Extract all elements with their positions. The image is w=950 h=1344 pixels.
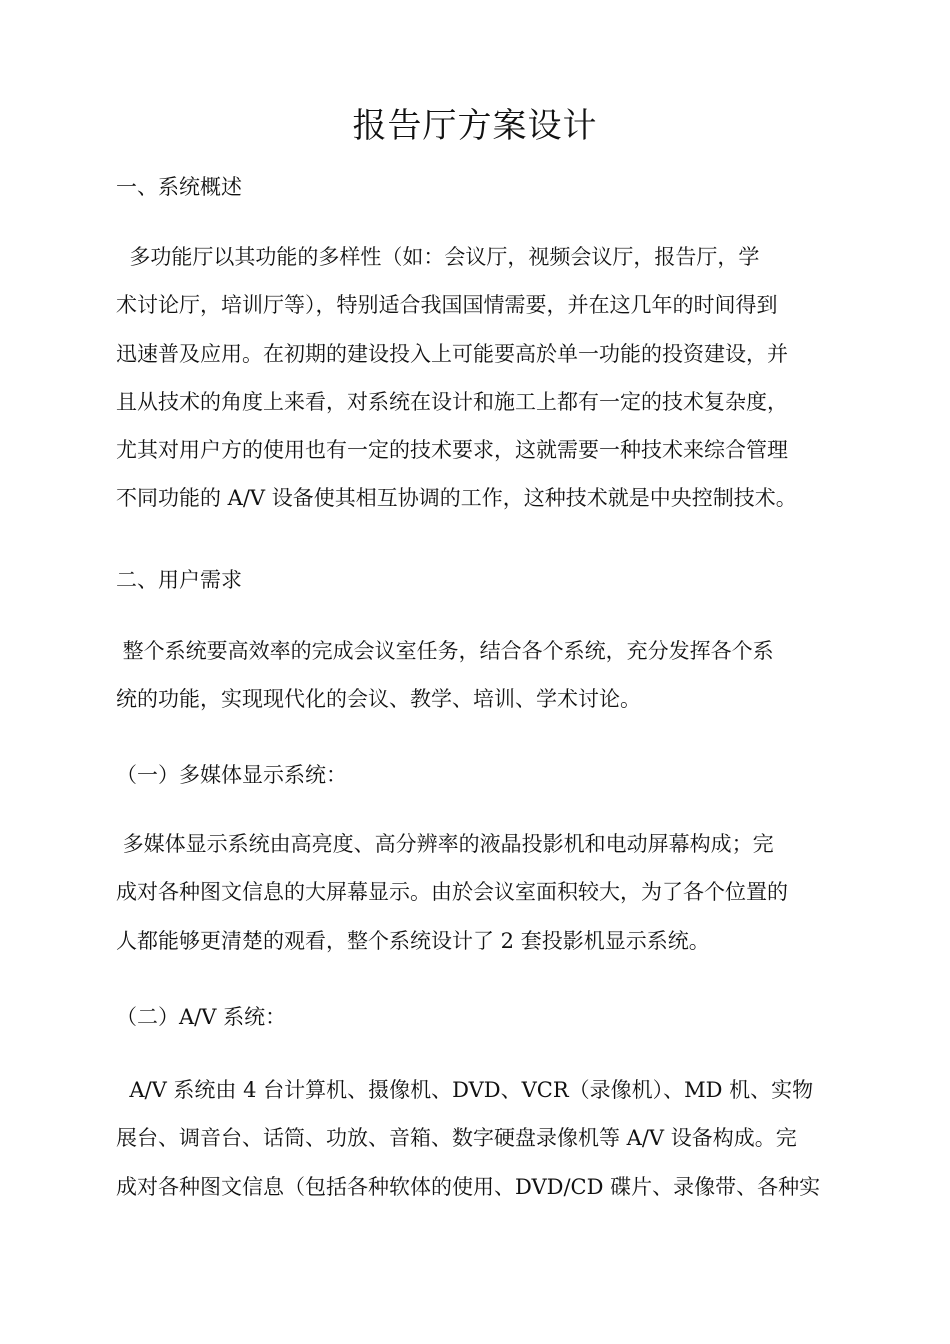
paragraph-av-system: [116, 1066, 836, 1211]
paragraph-line: 不同功能的 A/V 设备使其相互协调的工作，这种技术就是中央控制技术。: [116, 486, 797, 511]
paragraph-line: 成对各种图文信息（包括各种软体的使用、DVD/CD 碟片、录像带、各种实: [116, 1174, 821, 1199]
paragraph-line: 尤其对用户方的使用也有一定的技术要求，这就需要一种技术来综合管理: [116, 438, 788, 463]
paragraph-line: 成对各种图文信息的大屏幕显示。由於会议室面积较大，为了各个位置的: [116, 880, 788, 905]
paragraph-line: 统的功能，实现现代化的会议、教学、培训、学术讨论。: [116, 687, 641, 712]
section-heading-av-system: （二）A/V 系统：: [116, 1005, 287, 1029]
paragraph-multimedia-display: [116, 820, 836, 965]
section-heading-multimedia-display: （一）多媒体显示系统：: [116, 763, 347, 787]
paragraph-line: 多功能厅以其功能的多样性（如：会议厅，视频会议厅，报告厅，学: [116, 245, 760, 269]
paragraph-line: 人都能够更清楚的观看，整个系统设计了 2 套投影机显示系统。: [116, 928, 710, 953]
paragraph-requirements: [116, 627, 836, 724]
section-heading-requirements: 二、用户需求: [116, 568, 242, 592]
paragraph-line: 展台、调音台、话筒、功放、音箱、数字硬盘录像机等 A/V 设备构成。完: [116, 1126, 797, 1151]
paragraph-line: 迅速普及应用。在初期的建设投入上可能要高於单一功能的投资建设，并: [116, 341, 788, 366]
paragraph-line: A/V 系统由 4 台计算机、摄像机、DVD、VCR（录像机）、MD 机、实物: [116, 1078, 814, 1102]
section-heading-overview: 一、系统概述: [116, 175, 242, 199]
paragraph-line: 多媒体显示系统由高亮度、高分辨率的液晶投影机和电动屏幕构成；完: [116, 832, 774, 856]
document-title: 报告厅方案设计: [352, 106, 598, 146]
paragraph-line: 且从技术的角度上来看，对系统在设计和施工上都有一定的技术复杂度，: [116, 389, 788, 414]
paragraph-line: 整个系统要高效率的完成会议室任务，结合各个系统，充分发挥各个系: [116, 639, 774, 663]
paragraph-overview: [116, 233, 836, 523]
paragraph-line: 术讨论厅，培训厅等），特别适合我国国情需要，并在这几年的时间得到: [116, 293, 778, 318]
